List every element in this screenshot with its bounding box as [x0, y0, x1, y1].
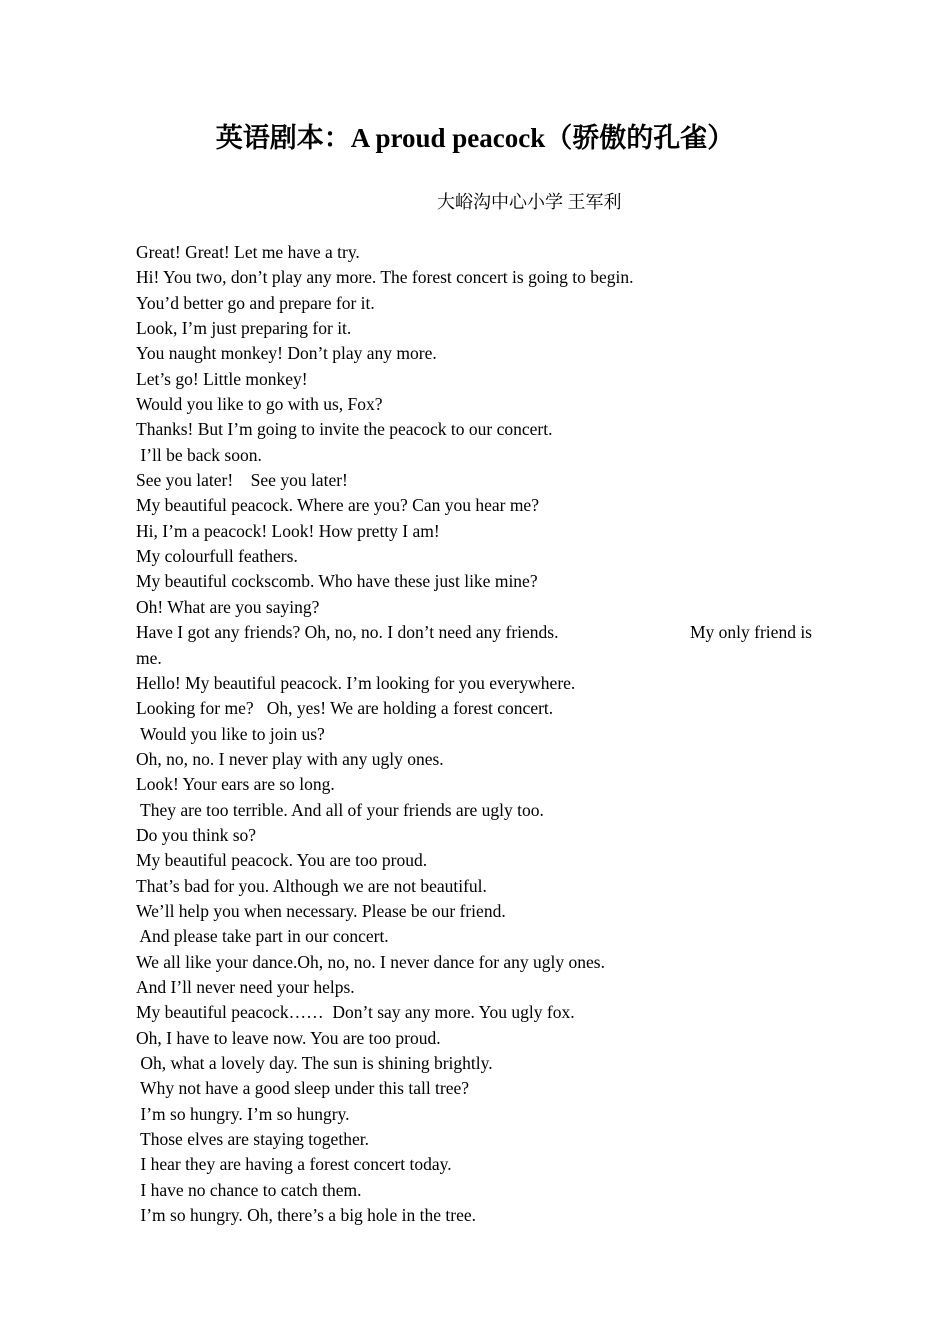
script-line: My beautiful peacock. You are too proud. [136, 850, 428, 871]
script-line: My beautiful peacock. Where are you? Can you hear me? [136, 495, 539, 516]
script-line: And please take part in our concert. [136, 926, 389, 947]
script-line: Hello! My beautiful peacock. I’m looking for you everywhere. [136, 672, 576, 693]
script-line: Great! Great! Let me have a try. [136, 242, 360, 262]
script-line: Let’s go! Little monkey! [136, 368, 308, 389]
script-line: You naught monkey! Don’t play any more. [136, 343, 437, 364]
script-line: They are too terrible. And all of your friends are ugly too. [136, 799, 544, 820]
script-line: I’ll be back soon. [136, 444, 262, 465]
script-line: Do you think so? [136, 824, 257, 845]
script-line: I hear they are having a forest concert today. [136, 1154, 452, 1175]
script-line: See you later! See you later! [136, 470, 348, 491]
script-line: We all like your dance.Oh, no, no. I never dance for any ugly ones. [136, 951, 605, 972]
script-line: Would you like to go with us, Fox? [136, 394, 383, 415]
script-line-justified [136, 620, 812, 645]
script-line: Oh, what a lovely day. The sun is shining brightly. [136, 1053, 493, 1073]
script-line: Would you like to join us? [136, 723, 325, 744]
script-line: Look! Your ears are so long. [136, 774, 335, 795]
script-line: And I’ll never need your helps. [136, 976, 355, 997]
script-line: I’m so hungry. I’m so hungry. [136, 1103, 350, 1124]
script-line: Oh! What are you saying? [136, 596, 320, 617]
script-line: Thanks! But I’m going to invite the peacock to our concert. [136, 419, 553, 440]
script-line: My colourfull feathers. [136, 546, 298, 567]
document-title: 英语剧本：A proud peacock（骄傲的孔雀） [215, 123, 735, 153]
script-line: You’d better go and prepare for it. [136, 292, 375, 313]
script-line: My beautiful cockscomb. Who have these just like mine? [136, 571, 538, 592]
script-line: That’s bad for you. Although we are not beautiful. [136, 875, 487, 896]
script-line-continuation: me. [136, 647, 162, 668]
script-line: Looking for me? Oh, yes! We are holding a forest concert. [136, 698, 554, 719]
document-author: 大峪沟中心小学 王军利 [437, 192, 622, 212]
script-line: Oh, I have to leave now. You are too proud. [136, 1027, 441, 1048]
script-line: Those elves are staying together. [136, 1129, 369, 1150]
script-line: Why not have a good sleep under this tall tree? [136, 1078, 470, 1099]
script-line-right-part: My only friend is [689, 622, 812, 643]
script-line-left-part: Have I got any friends? Oh, no, no. I don’t need any friends. [136, 622, 559, 643]
script-line: My beautiful peacock…… Don’t say any more. You ugly fox. [136, 1002, 575, 1023]
script-line: Hi, I’m a peacock! Look! How pretty I am! [136, 520, 440, 541]
script-line: I have no chance to catch them. [136, 1179, 362, 1200]
script-line: Hi! You two, don’t play any more. The forest concert is going to begin. [136, 267, 634, 288]
script-line: Look, I’m just preparing for it. [136, 318, 352, 339]
script-line: We’ll help you when necessary. Please be our friend. [136, 900, 506, 921]
script-body [136, 240, 816, 1228]
script-line: I’m so hungry. Oh, there’s a big hole in the tree. [136, 1205, 477, 1226]
script-line: Oh, no, no. I never play with any ugly ones. [136, 748, 444, 769]
